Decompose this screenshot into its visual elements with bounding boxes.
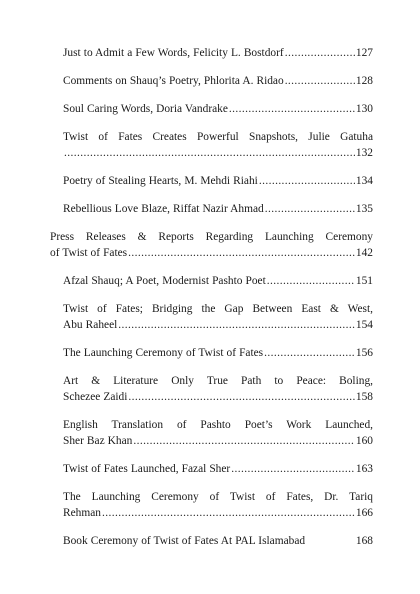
toc-page-number: 154 [355, 319, 373, 331]
toc-entry-title-line: Art & Literature Only True Path to Peace: Boling, [63, 375, 373, 387]
toc-entry-title-line: The Launching Ceremony of Twist of Fates, Dr. Tariq [63, 491, 373, 503]
toc-entry[interactable] [63, 373, 373, 405]
toc-entry[interactable] [63, 73, 373, 89]
toc-entry[interactable] [63, 417, 373, 449]
toc-entry-title: Book Ceremony of Twist of Fates At PAL Islamabad [63, 535, 306, 547]
toc-page-number: 134 [355, 175, 373, 187]
toc-entry-title-line: Twist of Fates Creates Powerful Snapshots, Julie Gatuha [63, 131, 373, 143]
toc-entry[interactable] [63, 273, 373, 289]
toc-page-number: 130 [355, 103, 373, 115]
toc-leader-dots [265, 201, 355, 217]
toc-entry[interactable] [63, 489, 373, 521]
toc-leader-dots [264, 345, 355, 361]
toc-entry[interactable] [63, 173, 373, 189]
toc-leader-dots [231, 461, 355, 477]
toc-entry-title: Sher Baz Khan [63, 435, 133, 447]
toc-entry-title: Just to Admit a Few Words, Felicity L. Bostdorf [63, 47, 284, 59]
toc-entry[interactable] [63, 129, 373, 161]
toc-page-number: 166 [355, 507, 373, 519]
toc-entry-title-line: English Translation of Pashto Poet’s Work Launched, [63, 419, 373, 431]
toc-leader-dots [285, 73, 355, 89]
toc-entry[interactable] [63, 201, 373, 217]
toc-entry-title: Schezee Zaidi [63, 391, 128, 403]
toc-page-number: 158 [355, 391, 373, 403]
toc-leader-dots [229, 101, 355, 117]
toc-entry[interactable] [63, 533, 373, 549]
toc-leader-dots [118, 317, 355, 333]
toc-page-number: 128 [355, 75, 373, 87]
toc-page-number: 142 [355, 247, 373, 259]
toc-leader-dots [64, 145, 355, 161]
toc-entry-title: Afzal Shauq; A Poet, Modernist Pashto Poet [63, 275, 266, 287]
toc-entry[interactable] [63, 45, 373, 61]
toc-page-number: 163 [355, 463, 373, 475]
toc-entry-title: The Launching Ceremony of Twist of Fates [63, 347, 264, 359]
toc-leader-dots [133, 433, 355, 449]
toc-entry-title: Soul Caring Words, Doria Vandrake [63, 103, 228, 115]
toc-page-number: 160 [355, 435, 373, 447]
toc-page-number: 132 [355, 147, 373, 159]
toc-page-number: 127 [355, 47, 373, 59]
toc-entry-title: Rebellious Love Blaze, Riffat Nazir Ahmad [63, 203, 264, 215]
toc-entry-title: Twist of Fates Launched, Fazal Sher [63, 463, 231, 475]
toc-page-number: 135 [355, 203, 373, 215]
toc-leader-dots [102, 505, 355, 521]
toc-entry[interactable] [63, 101, 373, 117]
toc-entry-title: Abu Raheel [63, 319, 118, 331]
toc-leader-dots [267, 273, 355, 289]
toc-leader-dots [285, 45, 355, 61]
toc-leader-dots [259, 173, 355, 189]
toc-entry[interactable] [63, 345, 373, 361]
toc-entry[interactable] [63, 301, 373, 333]
toc-entry-title-line: Twist of Fates; Bridging the Gap Between East & West, [63, 303, 373, 315]
toc-entry-title: Comments on Shauq’s Poetry, Phlorita A. Ridao [63, 75, 284, 87]
toc-page-number: 151 [355, 275, 373, 287]
toc-section-entry[interactable] [50, 229, 373, 261]
toc-entry-title-line: Press Releases & Reports Regarding Launching Ceremony [50, 231, 373, 243]
toc-page-number: 156 [355, 347, 373, 359]
toc-entry[interactable] [63, 461, 373, 477]
toc-leader-dots [128, 389, 355, 405]
toc-leader-dots [128, 245, 355, 261]
toc-entry-title: Poetry of Stealing Hearts, M. Mehdi Riahi [63, 175, 258, 187]
toc-entry-title: of Twist of Fates [50, 247, 128, 259]
toc-entry-title: Rehman [63, 507, 101, 519]
toc-page-number: 168 [355, 535, 373, 547]
